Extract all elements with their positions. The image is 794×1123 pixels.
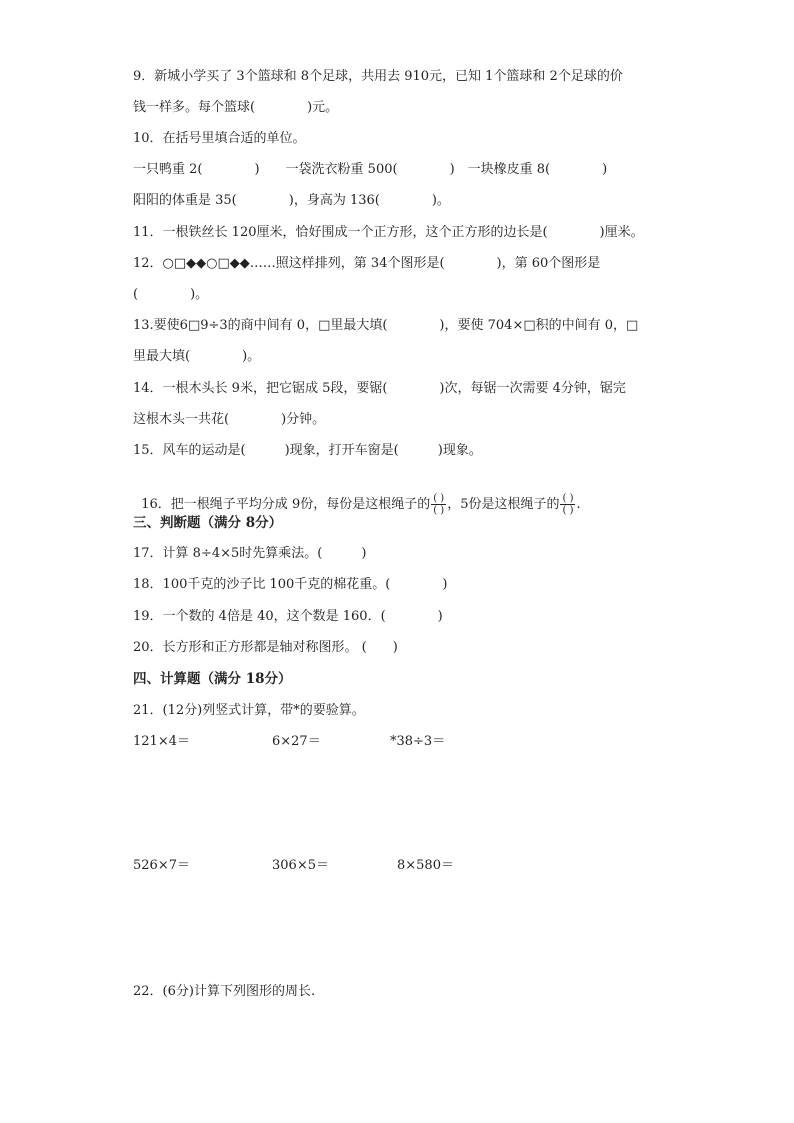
q16-part1: 16．把一根绳子平均分成 9份，每份是这根绳子的 <box>141 497 431 512</box>
calc-item: 526×7＝ <box>133 858 190 873</box>
q10-stem: 10．在括号里填合适的单位。 <box>133 131 306 146</box>
calc-item: 8×580＝ <box>397 858 454 873</box>
q17-line1: 17．计算 8÷4×5时先算乘法。( ) <box>133 546 367 561</box>
q19-line1: 19．一个数的 4倍是 40，这个数是 160．( ) <box>133 609 443 624</box>
fraction-blank-2 <box>560 494 575 515</box>
q16-line <box>133 476 581 515</box>
fraction-numerator: ( ) <box>562 493 574 504</box>
q9-line2: 钱一样多。每个篮球( )元。 <box>133 100 339 115</box>
calc-item: *38÷3＝ <box>390 734 446 749</box>
section4-title: 四、计算题（满分 18分） <box>133 671 292 687</box>
q20-line1: 20．长方形和正方形都是轴对称图形。 ( ) <box>133 640 398 655</box>
fraction-denominator: ( ) <box>433 505 445 516</box>
fraction-blank-1 <box>431 494 446 515</box>
fraction-numerator: ( ) <box>433 493 445 504</box>
q12-line1: 12．○□◆◆○□◆◆……照这样排列，第 34个图形是( )，第 60个图形是 <box>133 256 601 271</box>
q14-line2: 这根木头一共花( )分钟。 <box>133 412 326 427</box>
q13-line1: 13.要使6□9÷3的商中间有 0，□里最大填( )，要使 704×□积的中间有 0，□ <box>133 318 639 333</box>
q21-stem: 21．(12分)列竖式计算，带*的要验算。 <box>133 703 365 718</box>
q14-line1: 14．一根木头长 9米，把它锯成 5段，要锯( )次，每锯一次需要 4分钟，锯完 <box>133 381 626 396</box>
q10-line2: 阳阳的体重是 35( )，身高为 136( )。 <box>133 193 450 208</box>
q11-line1: 11．一根铁丝长 120厘米，恰好围成一个正方形，这个正方形的边长是( )厘米。 <box>133 225 644 240</box>
section3-title: 三、判断题（满分 8分） <box>133 515 283 531</box>
q9-line1: 9．新城小学买了 3个篮球和 8个足球，共用去 910元，已知 1个篮球和 2个足球的价 <box>133 69 623 84</box>
fraction-denominator: ( ) <box>562 505 574 516</box>
q22-stem: 22．(6分)计算下列图形的周长. <box>133 984 316 999</box>
q13-line2: 里最大填( )。 <box>133 349 261 364</box>
calc-item: 6×27＝ <box>272 734 321 749</box>
q15-line1: 15．风车的运动是( )现象，打开车窗是( )现象。 <box>133 443 482 458</box>
q16-part2: ，5份是这根绳子的 <box>447 497 560 512</box>
q12-line2: ( )。 <box>133 287 209 302</box>
q16-part3: . <box>576 497 581 512</box>
calc-item: 121×4＝ <box>133 734 190 749</box>
q10-line1: 一只鸭重 2( ) 一袋洗衣粉重 500( ) 一块橡皮重 8( ) <box>133 162 608 177</box>
q18-line1: 18．100千克的沙子比 100千克的棉花重。( ) <box>133 577 448 592</box>
calc-item: 306×5＝ <box>272 858 329 873</box>
